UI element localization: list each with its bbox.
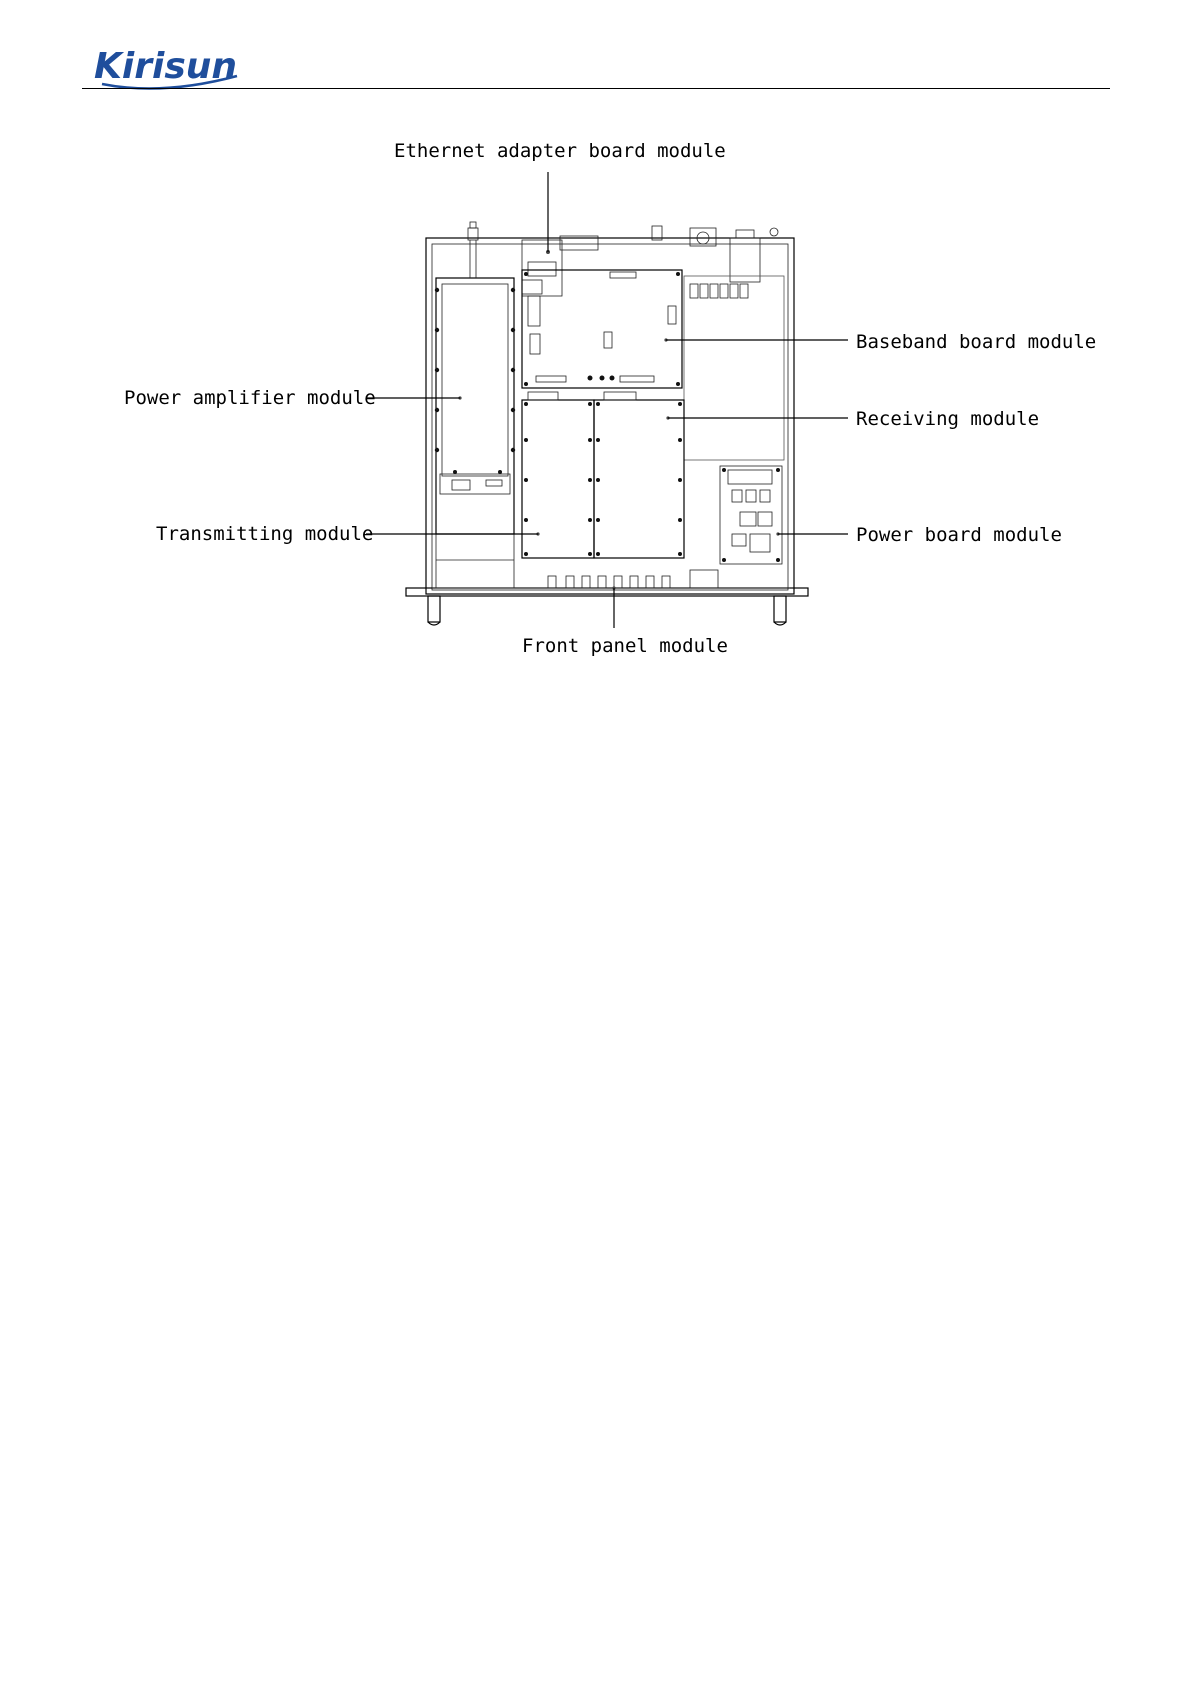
receiving-module-drawing (594, 400, 684, 558)
power-board-drawing (720, 466, 782, 564)
front-flange (406, 588, 808, 596)
chassis-outline (426, 238, 794, 594)
label-baseband-board: Baseband board module (856, 331, 1097, 353)
module-layout-diagram (0, 0, 1191, 700)
label-transmitting: Transmitting module (156, 523, 374, 545)
logo-text: Kirisun (94, 46, 238, 87)
label-ethernet-adapter: Ethernet adapter board module (394, 140, 726, 162)
fan-block (436, 534, 514, 588)
label-front-panel: Front panel module (522, 635, 728, 657)
power-amplifier-drawing (436, 278, 514, 534)
chassis-drawing (406, 222, 808, 625)
rear-connector (730, 238, 760, 282)
rear-compartment (684, 276, 784, 460)
right-handle (774, 596, 786, 622)
front-panel-drawing (548, 570, 718, 588)
label-power-board: Power board module (856, 524, 1062, 546)
label-power-amplifier: Power amplifier module (124, 387, 376, 409)
label-receiving: Receiving module (856, 408, 1040, 430)
rear-connector (690, 228, 716, 246)
left-handle (428, 596, 440, 622)
baseband-board-drawing (522, 270, 682, 388)
